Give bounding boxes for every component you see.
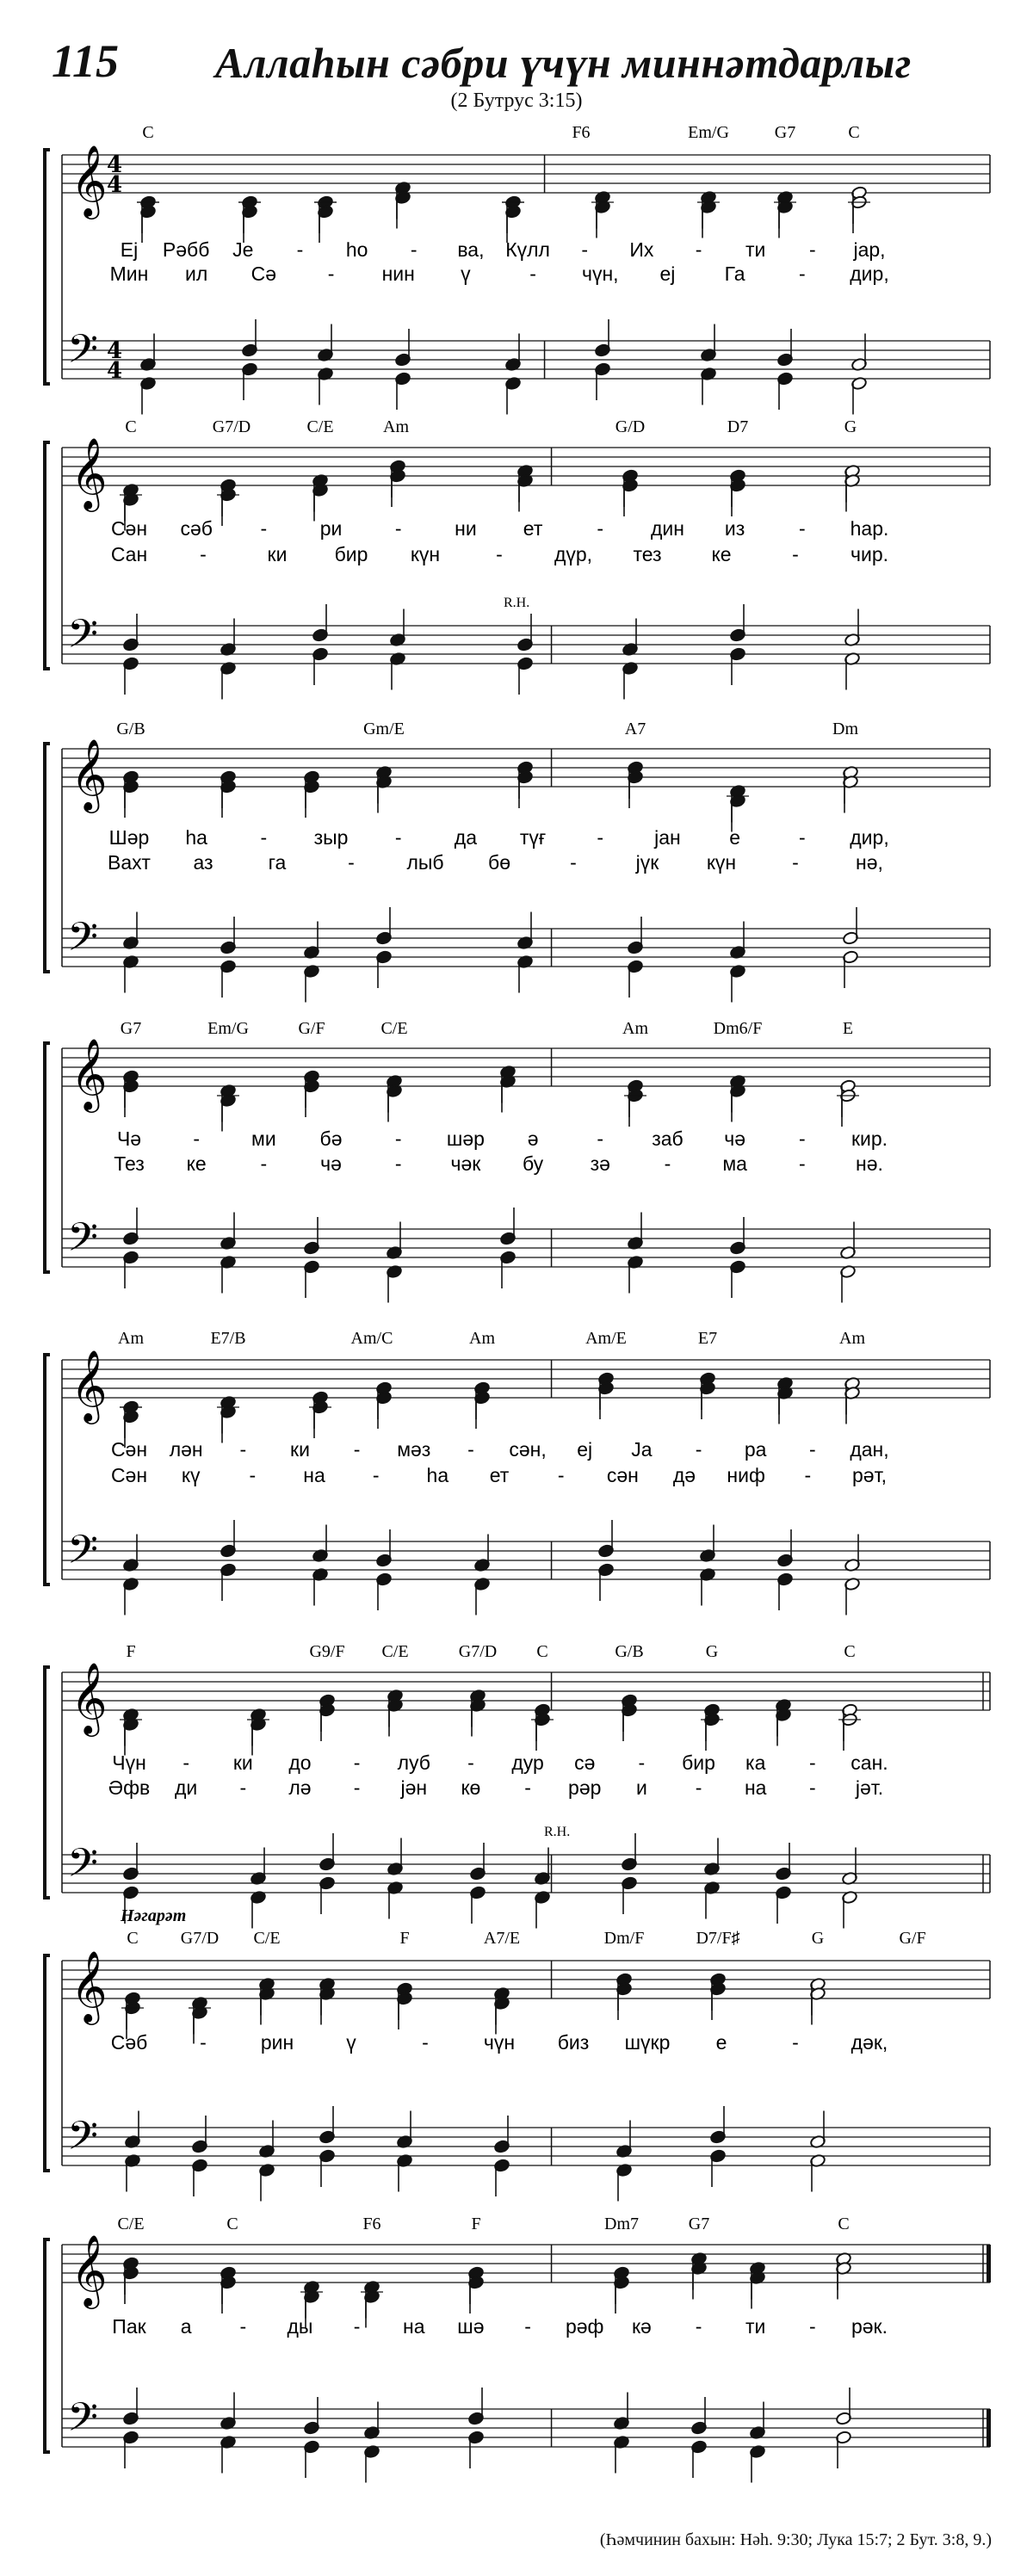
lyric-syllable: - [804, 1464, 812, 1486]
lyric-syllable: Чә [116, 1127, 142, 1150]
lyric-syllable: - [524, 2315, 531, 2338]
chord-symbol: G7 [120, 1019, 142, 1038]
lyric-syllable: да [454, 826, 478, 849]
lyric-syllable: - [570, 851, 577, 874]
lyric-syllable: ма [722, 1152, 747, 1175]
treble-clef-icon: 𝄞 [71, 144, 108, 216]
lyric-syllable: дир, [850, 826, 889, 849]
lyric-syllable: зыр [313, 826, 349, 849]
final-barline [987, 2409, 991, 2447]
lyric-syllable: - [353, 1776, 361, 1799]
lyric-syllable: ни [455, 517, 477, 540]
chord-symbol: F [399, 1929, 410, 1948]
lyric-syllable: ти [745, 238, 766, 261]
chord-symbol: Am [469, 1329, 495, 1348]
lyric-syllable: - [798, 263, 806, 285]
lyric-syllable: - [496, 543, 503, 565]
lyric-syllable: лә [288, 1776, 312, 1799]
chord-symbol: C [844, 1642, 856, 1661]
lyric-syllable: - [798, 1127, 806, 1150]
lyric-syllable: зә [590, 1152, 610, 1175]
chord-symbol: G7/D [458, 1642, 498, 1661]
lyric-syllable: ке [186, 1152, 207, 1175]
system-bracket [45, 1955, 50, 2171]
lyric-syllable: ти [745, 2315, 766, 2338]
lyric-syllable: ми [251, 1127, 276, 1150]
chord-symbol: E [842, 1019, 854, 1038]
lyric-syllable: Сан [110, 543, 148, 565]
bass-clef-icon: 𝄢 [67, 1840, 99, 1896]
lyric-syllable: Пак [112, 2315, 146, 2338]
lyric-syllable: ра [744, 1438, 767, 1461]
time-signature-bottom: 4 [107, 358, 123, 384]
chord-symbol: C/E [380, 1019, 408, 1038]
lyric-syllable: сәб [180, 517, 213, 540]
bass-clef-icon: 𝄢 [67, 1214, 99, 1270]
lyric-syllable: до [288, 1751, 312, 1774]
treble-clef-icon: 𝄞 [71, 2233, 108, 2306]
bass-clef-icon: 𝄢 [67, 1527, 99, 1583]
right-hand-mark: R.H. [504, 596, 530, 610]
lyric-syllable: лыб [406, 851, 444, 874]
lyric-syllable: ки [267, 543, 288, 565]
lyric-syllable: - [695, 1438, 702, 1461]
lyric-syllable: дан, [850, 1438, 889, 1461]
lyric-syllable: - [467, 1438, 474, 1461]
lyric-syllable: е [729, 826, 741, 849]
time-signature-top: 4 [107, 152, 123, 178]
lyric-syllable: бә [319, 1127, 343, 1150]
chord-symbol: D7/F♯ [696, 1929, 740, 1948]
lyric-syllable: ва, [457, 238, 485, 261]
lyric-syllable: - [581, 238, 589, 261]
lyric-syllable: рәт, [852, 1464, 887, 1486]
lyric-syllable: ды [287, 2315, 313, 2338]
lyric-syllable: - [798, 1152, 806, 1175]
lyric-syllable: рәф [565, 2315, 604, 2338]
lyric-syllable: кү [181, 1464, 201, 1486]
lyric-syllable: дир, [850, 263, 889, 285]
system-bracket [45, 1355, 50, 1585]
lyric-syllable: һо [345, 238, 368, 261]
time-signature-bottom: 4 [107, 172, 123, 198]
lyric-syllable: - [809, 1751, 816, 1774]
lyric-syllable: аз [193, 851, 213, 874]
lyric-syllable: на [403, 2315, 425, 2338]
lyric-syllable: - [327, 263, 335, 285]
lyric-syllable: шә [457, 2315, 485, 2338]
lyric-syllable: Күлл [505, 238, 550, 261]
system-bracket [45, 1667, 50, 1898]
lyric-syllable: мәз [397, 1438, 431, 1461]
chord-symbol: Dm [832, 720, 858, 738]
footer-references: (Һәмчинин бахын: Нәһ. 9:30; Лука 15:7; 2 Бут. 3:8, 9.) [599, 2530, 992, 2549]
right-hand-mark: R.H. [544, 1825, 571, 1839]
lyric-syllable: түғ [519, 826, 547, 849]
chord-symbol: Em/G [207, 1019, 249, 1038]
lyric-syllable: еј [659, 263, 676, 285]
treble-clef-icon: 𝄞 [71, 436, 108, 509]
lyric-syllable: из [724, 517, 745, 540]
lyric-syllable: на [303, 1464, 325, 1486]
lyric-syllable: и [635, 1776, 647, 1799]
chord-symbol: F [471, 2215, 481, 2233]
chord-symbol: C [226, 2215, 238, 2233]
lyric-syllable: Чүн [112, 1751, 146, 1774]
lyric-syllable: јәт. [855, 1776, 884, 1799]
chord-symbol: Em/G [688, 123, 729, 142]
lyric-syllable: Ја [631, 1438, 653, 1461]
lyric-syllable: луб [397, 1751, 430, 1774]
lyric-syllable: а [180, 2315, 192, 2338]
hymn-number: 115 [52, 35, 120, 87]
lyric-syllable: - [792, 2031, 799, 2054]
lyric-syllable: - [353, 2315, 361, 2338]
bass-clef-icon: 𝄢 [67, 2394, 99, 2450]
lyric-syllable: - [394, 1127, 402, 1150]
lyric-syllable: Сә [251, 263, 277, 285]
lyric-syllable: - [353, 1438, 361, 1461]
chord-symbol: C [125, 417, 137, 436]
chord-symbol: C/E [381, 1642, 409, 1661]
lyric-syllable: - [597, 826, 604, 849]
chord-symbol: Am [118, 1329, 144, 1348]
lyric-syllable: - [394, 826, 402, 849]
chord-symbol: G7 [688, 2215, 710, 2233]
treble-clef-icon: 𝄞 [71, 1037, 108, 1109]
lyric-syllable: Тез [114, 1152, 145, 1175]
treble-clef-icon: 𝄞 [71, 738, 108, 810]
chord-symbol: C/E [117, 2215, 145, 2233]
chord-symbol: A7/E [483, 1929, 521, 1948]
bass-clef-icon: 𝄢 [67, 914, 99, 970]
chord-symbol: F [126, 1642, 136, 1661]
chord-symbol: C [536, 1642, 548, 1661]
lyric-syllable: һа [185, 826, 207, 849]
lyric-syllable: - [557, 1464, 565, 1486]
lyric-syllable: - [239, 1438, 247, 1461]
lyric-syllable: га [268, 851, 287, 874]
hymn-title: Аллаһын сәбри үчүн миннәтдарлыг [215, 39, 912, 87]
lyric-syllable: бир [334, 543, 368, 565]
lyric-syllable: - [200, 2031, 207, 2054]
lyric-syllable: Их [629, 238, 654, 261]
lyric-syllable: күн [706, 851, 737, 874]
lyric-syllable: Сән [110, 1438, 148, 1461]
chord-symbol: G [844, 417, 857, 436]
lyric-syllable: Рәбб [162, 238, 210, 261]
lyric-syllable: - [249, 1464, 257, 1486]
lyric-syllable: рәк. [851, 2315, 888, 2338]
lyric-syllable: ка [745, 1751, 766, 1774]
lyric-syllable: - [798, 826, 806, 849]
lyric-syllable: Сән [110, 1464, 148, 1486]
lyric-syllable: - [809, 2315, 816, 2338]
lyric-syllable: ди [175, 1776, 198, 1799]
lyric-syllable: - [193, 1127, 201, 1150]
lyric-syllable: - [695, 1776, 702, 1799]
lyric-syllable: јүк [635, 851, 659, 874]
chord-symbol: Am/E [585, 1329, 627, 1348]
time-signature-top: 4 [107, 338, 123, 364]
lyric-syllable: - [348, 851, 355, 874]
lyric-syllable: - [467, 1751, 474, 1774]
chord-symbol: G/B [116, 720, 145, 738]
chord-symbol: G7 [774, 123, 796, 142]
lyric-syllable: ә [527, 1127, 539, 1150]
lyric-syllable: заб [652, 1127, 684, 1150]
lyric-syllable: на [744, 1776, 767, 1799]
lyric-syllable: - [695, 238, 702, 261]
chord-symbol: E7/B [210, 1329, 246, 1348]
lyric-syllable: - [422, 2031, 429, 2054]
lyric-syllable: сан. [851, 1751, 888, 1774]
lyric-syllable: Је [232, 238, 254, 261]
lyric-syllable: ке [711, 543, 732, 565]
lyric-syllable: - [200, 543, 207, 565]
chord-symbol: C [838, 2215, 850, 2233]
lyric-syllable: - [260, 1152, 268, 1175]
lyric-syllable: еј [577, 1438, 593, 1461]
chord-symbol: G/F [899, 1929, 926, 1948]
system-bracket [45, 2239, 50, 2452]
chord-symbol: G [811, 1929, 825, 1948]
lyric-syllable: Вахт [108, 851, 151, 874]
chord-symbol: Am [839, 1329, 865, 1348]
lyric-syllable: биз [557, 2031, 590, 2054]
lyric-syllable: дур [511, 1751, 544, 1774]
lyric-syllable: - [239, 2315, 247, 2338]
lyric-syllable: ниф [727, 1464, 765, 1486]
lyric-syllable: чүн, [581, 263, 619, 285]
lyric-syllable: һар. [850, 517, 889, 540]
chord-symbol: Am [383, 417, 409, 436]
chord-symbol: G7/D [180, 1929, 220, 1948]
lyric-syllable: - [792, 851, 799, 874]
lyric-syllable: ил [185, 263, 208, 285]
chord-symbol: E7 [697, 1329, 718, 1348]
lyric-syllable: һа [426, 1464, 449, 1486]
lyric-syllable: јән [400, 1776, 428, 1799]
chord-symbol: C/E [253, 1929, 281, 1948]
chord-symbol: G7/D [212, 417, 251, 436]
chord-symbol: Am [622, 1019, 648, 1038]
lyric-syllable: сә [574, 1751, 596, 1774]
chord-symbol: Gm/E [363, 720, 405, 738]
lyric-syllable: дәк, [851, 2031, 888, 2054]
lyric-syllable: ки [290, 1438, 310, 1461]
lyric-syllable: - [353, 1751, 361, 1774]
chord-symbol: F6 [362, 2215, 381, 2233]
lyric-syllable: сән [606, 1464, 639, 1486]
lyric-syllable: - [798, 517, 806, 540]
lyric-syllable: - [809, 1776, 816, 1799]
chord-symbol: F6 [572, 123, 591, 142]
lyric-syllable: - [597, 1127, 604, 1150]
lyric-syllable: рәр [568, 1776, 602, 1799]
lyric-syllable: - [296, 238, 304, 261]
lyric-syllable: - [809, 1438, 816, 1461]
lyric-syllable: Әфв [108, 1776, 151, 1799]
lyric-syllable: ү [461, 263, 471, 285]
chord-symbol: Dm6/F [713, 1019, 763, 1038]
lyric-syllable: Сәб [110, 2031, 148, 2054]
lyric-syllable: сән, [509, 1438, 547, 1461]
lyric-syllable: нә, [856, 851, 883, 874]
lyric-syllable: дүр, [554, 543, 593, 565]
lyric-syllable: Еј [120, 238, 139, 261]
chord-symbol: C [127, 1929, 139, 1948]
system-bracket [45, 442, 50, 669]
lyric-syllable: нә. [856, 1152, 883, 1175]
lyric-syllable: дә [672, 1464, 696, 1486]
lyric-syllable: чир. [850, 543, 889, 565]
lyric-syllable: - [410, 238, 418, 261]
lyric-syllable: - [809, 238, 816, 261]
chord-symbol: Dm/F [603, 1929, 645, 1948]
treble-clef-icon: 𝄞 [71, 1949, 108, 2022]
chord-symbol: Am/C [350, 1329, 393, 1348]
final-barline [987, 2245, 991, 2283]
lyric-syllable: чә [724, 1127, 746, 1150]
lyric-syllable: - [792, 543, 799, 565]
lyric-syllable: күн [410, 543, 441, 565]
lyric-syllable: Га [724, 263, 745, 285]
lyric-syllable: шәр [446, 1127, 485, 1150]
lyric-syllable: - [394, 517, 402, 540]
system-bracket [45, 1043, 50, 1272]
scripture-reference: (2 Бутрус 3:15) [450, 90, 583, 112]
bass-clef-icon: 𝄢 [67, 2113, 99, 2169]
section-label: Нәгарәт [121, 1906, 187, 1925]
system-bracket [45, 744, 50, 972]
treble-clef-icon: 𝄞 [71, 1349, 108, 1421]
lyric-syllable: Шәр [108, 826, 150, 849]
lyric-syllable: - [372, 1464, 380, 1486]
lyric-syllable: дин [650, 517, 684, 540]
lyric-syllable: ри [319, 517, 343, 540]
chord-symbol: G9/F [309, 1642, 345, 1661]
system-bracket [45, 150, 50, 384]
lyric-syllable: - [664, 1152, 671, 1175]
chord-symbol: Dm7 [604, 2215, 639, 2233]
lyric-syllable: нин [381, 263, 415, 285]
lyric-syllable: бу [523, 1152, 544, 1175]
lyric-syllable: - [597, 517, 604, 540]
lyric-syllable: чә [320, 1152, 342, 1175]
chord-symbol: G [705, 1642, 719, 1661]
lyric-syllable: рин [260, 2031, 294, 2054]
lyric-syllable: ет [489, 1464, 510, 1486]
lyric-syllable: бир [682, 1751, 715, 1774]
chord-symbol: C [848, 123, 860, 142]
lyric-syllable: јан [654, 826, 681, 849]
treble-clef-icon: 𝄞 [71, 1661, 108, 1733]
lyric-syllable: - [239, 1776, 247, 1799]
lyric-syllable: - [695, 2315, 702, 2338]
chord-symbol: G/D [615, 417, 646, 436]
lyric-syllable: - [260, 826, 268, 849]
lyric-syllable: ү [346, 2031, 356, 2054]
chord-symbol: C/E [306, 417, 334, 436]
lyric-syllable: - [182, 1751, 189, 1774]
chord-symbol: G/B [615, 1642, 644, 1661]
lyric-syllable: шүкр [624, 2031, 671, 2054]
lyric-syllable: - [638, 1751, 646, 1774]
lyric-syllable: ки [232, 1751, 253, 1774]
chord-symbol: D7 [727, 417, 749, 436]
lyric-syllable: - [529, 263, 536, 285]
lyric-syllable: кә [631, 2315, 652, 2338]
lyric-syllable: кир. [851, 1127, 888, 1150]
lyric-syllable: е [715, 2031, 727, 2054]
lyric-syllable: - [260, 517, 268, 540]
lyric-syllable: чәк [450, 1152, 481, 1175]
chord-symbol: C [142, 123, 154, 142]
lyric-syllable: ет [523, 517, 543, 540]
lyric-syllable: - [524, 1776, 531, 1799]
chord-symbol: G/F [298, 1019, 325, 1038]
lyric-syllable: - [394, 1152, 402, 1175]
lyric-syllable: Мин [109, 263, 149, 285]
lyric-syllable: тез [633, 543, 662, 565]
lyric-syllable: бө [488, 851, 510, 874]
bass-clef-icon: 𝄢 [67, 326, 99, 382]
lyric-syllable: лән [169, 1438, 203, 1461]
bass-clef-icon: 𝄢 [67, 611, 99, 667]
lyric-syllable: чүн [483, 2031, 516, 2054]
chord-symbol: A7 [624, 720, 646, 738]
lyric-syllable: Сән [110, 517, 148, 540]
lyric-syllable: јар, [853, 238, 886, 261]
lyric-syllable: кө [461, 1776, 481, 1799]
